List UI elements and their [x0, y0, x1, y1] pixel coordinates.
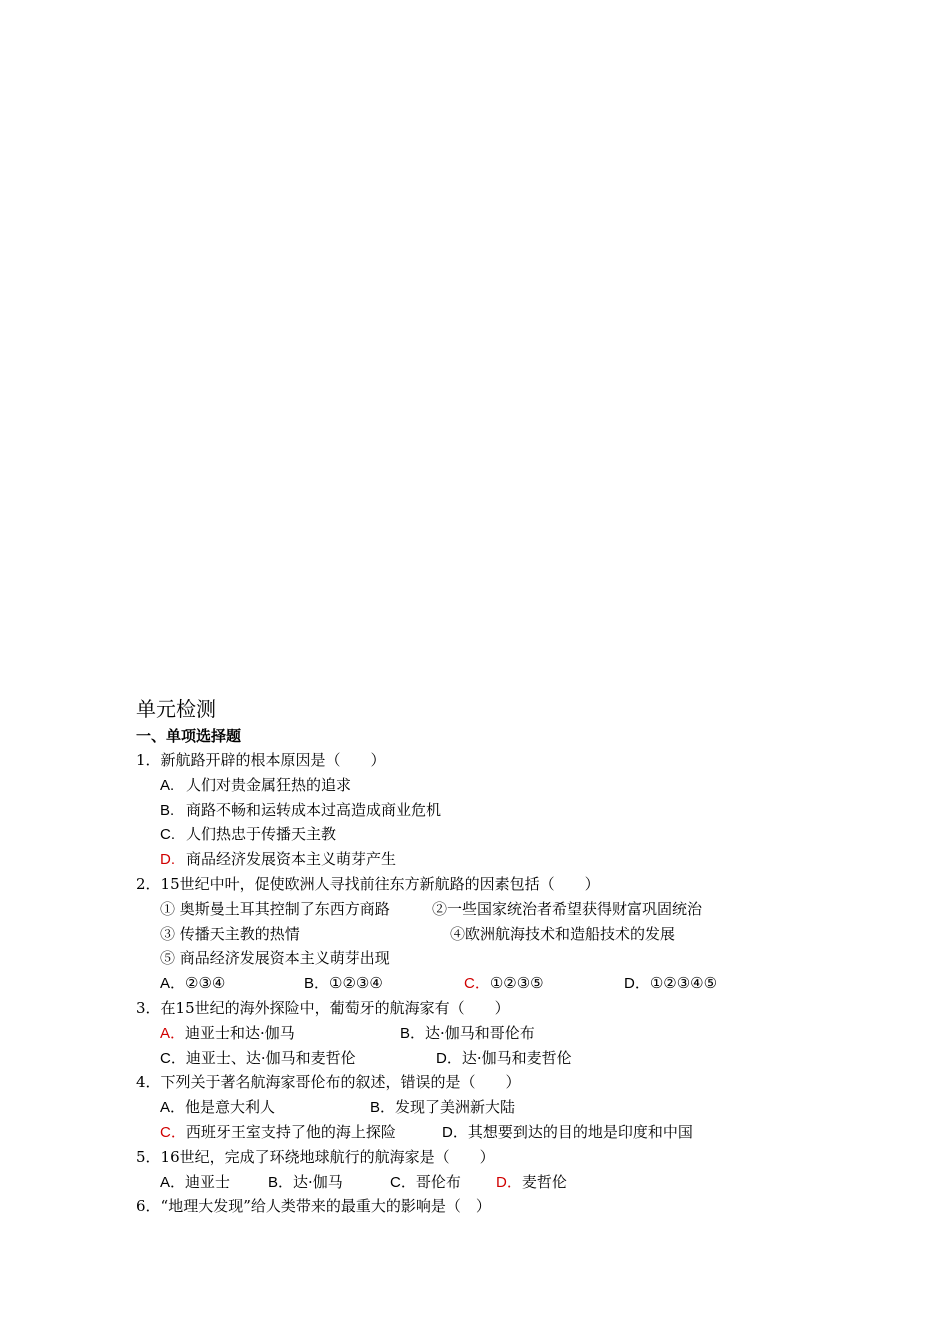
- question-3-options-row-1: [136, 1021, 836, 1046]
- question-2-item-5: ⑤ 商品经济发展资本主义萌芽出现: [160, 949, 390, 968]
- question-2-option-c: [464, 971, 624, 997]
- option-text: 迪亚士: [185, 1172, 231, 1191]
- option-label: B．: [268, 1173, 294, 1191]
- option-label: A.: [160, 776, 175, 794]
- option-text: ②③④: [185, 974, 226, 993]
- option-text: 达·伽马和麦哲伦: [461, 1048, 572, 1067]
- question-4-option-d: [442, 1123, 693, 1141]
- answer-label: C．: [464, 975, 490, 993]
- option-label: B．: [400, 1024, 426, 1042]
- question-5-options: [136, 1170, 836, 1195]
- option-label: D．: [442, 1123, 468, 1141]
- question-2-item-4: ④欧洲航海技术和造船技术的发展: [450, 924, 676, 943]
- question-4-option-b: [370, 1098, 515, 1116]
- document-content: [136, 694, 836, 1219]
- option-text: ①②③④: [329, 974, 383, 993]
- question-5-option-d: [496, 1173, 567, 1191]
- question-1-stem: 1．新航路开辟的根本原因是（ ）: [136, 751, 386, 769]
- question-2-item-1: ① 奥斯曼土耳其控制了东西方商路: [160, 899, 390, 918]
- question-4-options-row-1: [136, 1095, 836, 1120]
- option-text: 达·伽马和哥伦布: [425, 1023, 535, 1042]
- option-label: C．: [390, 1173, 416, 1191]
- question-5-option-b: [268, 1170, 390, 1196]
- option-label: D．: [624, 975, 650, 993]
- option-text: 发现了美洲新大陆: [395, 1098, 516, 1117]
- option-text: 迪亚士和达·伽马: [185, 1023, 295, 1042]
- option-text: 迪亚士、达·伽马和麦哲伦: [185, 1048, 356, 1067]
- option-text: 他是意大利人: [185, 1098, 276, 1117]
- answer-label: C．: [160, 1123, 186, 1141]
- question-1-option-c: [136, 822, 836, 847]
- answer-label: D．: [496, 1173, 522, 1191]
- option-text: 西班牙王室支持了他的海上探险: [185, 1122, 396, 1141]
- question-2-option-d: [624, 974, 717, 992]
- option-label: C．: [160, 1049, 186, 1067]
- question-6-stem: 6．“地理大发现”给人类带来的最重大的影响是（ ）: [136, 1197, 491, 1216]
- question-3-option-c: [160, 1046, 436, 1072]
- option-label: A．: [160, 1173, 186, 1191]
- question-2-items-row-3: [136, 946, 836, 971]
- question-2-stem: 2．15世纪中叶，促使欧洲人寻找前往东方新航路的因素包括（ ）: [136, 874, 600, 893]
- option-label: C.: [160, 826, 175, 844]
- option-label: D．: [436, 1049, 462, 1067]
- option-label: A．: [160, 975, 186, 993]
- option-text: 其想要到达的目的地是印度和中国: [467, 1122, 693, 1141]
- question-1-option-d: [136, 847, 836, 872]
- question-5-stem: 5．16世纪，完成了环绕地球航行的航海家是（ ）: [136, 1147, 495, 1166]
- option-label: A．: [160, 1099, 186, 1117]
- question-3-option-d: [436, 1049, 572, 1067]
- question-5-option-c: [390, 1170, 496, 1196]
- question-2-options: [136, 971, 836, 996]
- answer-label: D.: [160, 851, 175, 869]
- answer-label: A．: [160, 1024, 186, 1042]
- option-text: 达·伽马: [293, 1172, 343, 1191]
- page-title: 单元检测: [136, 697, 216, 721]
- question-3-option-a: [160, 1021, 400, 1047]
- question-2-items-row-1: [136, 897, 836, 922]
- option-label: B．: [370, 1099, 396, 1117]
- question-1-option-b: [136, 798, 836, 823]
- question-3-options-row-2: [136, 1046, 836, 1071]
- question-2-items-row-2: [136, 922, 836, 947]
- section-heading: 一、单项选择题: [136, 727, 242, 745]
- option-text: 麦哲伦: [521, 1172, 567, 1191]
- option-text: 哥伦布: [415, 1172, 461, 1191]
- option-text: 人们热忠于传播天主教: [186, 825, 337, 844]
- question-2-option-b: [304, 971, 464, 997]
- question-4-option-c: [160, 1120, 442, 1146]
- option-text: 商品经济发展资本主义萌芽产生: [186, 850, 397, 869]
- option-label: B．: [304, 975, 330, 993]
- question-1-option-a: [136, 773, 836, 798]
- question-2-item-3: ③ 传播天主教的热情: [160, 924, 300, 943]
- question-3-stem: 3．在15世纪的海外探险中，葡萄牙的航海家有（ ）: [136, 998, 510, 1017]
- option-text: ①②③⑤: [489, 974, 544, 993]
- question-3-option-b: [400, 1024, 535, 1042]
- question-2-item-2: ②一些国家统治者希望获得财富巩固统治: [432, 899, 703, 918]
- option-text: 商路不畅和运转成本过高造成商业危机: [186, 800, 442, 819]
- question-4-stem: 4．下列关于著名航海家哥伦布的叙述，错误的是（ ）: [136, 1073, 521, 1092]
- question-4-option-a: [160, 1095, 370, 1121]
- option-text: 人们对贵金属狂热的追求: [186, 775, 352, 794]
- option-label: B.: [160, 801, 175, 819]
- question-2-option-a: [160, 971, 304, 997]
- question-5-option-a: [160, 1170, 268, 1196]
- option-text: ①②③④⑤: [649, 974, 718, 993]
- question-4-options-row-2: [136, 1120, 836, 1145]
